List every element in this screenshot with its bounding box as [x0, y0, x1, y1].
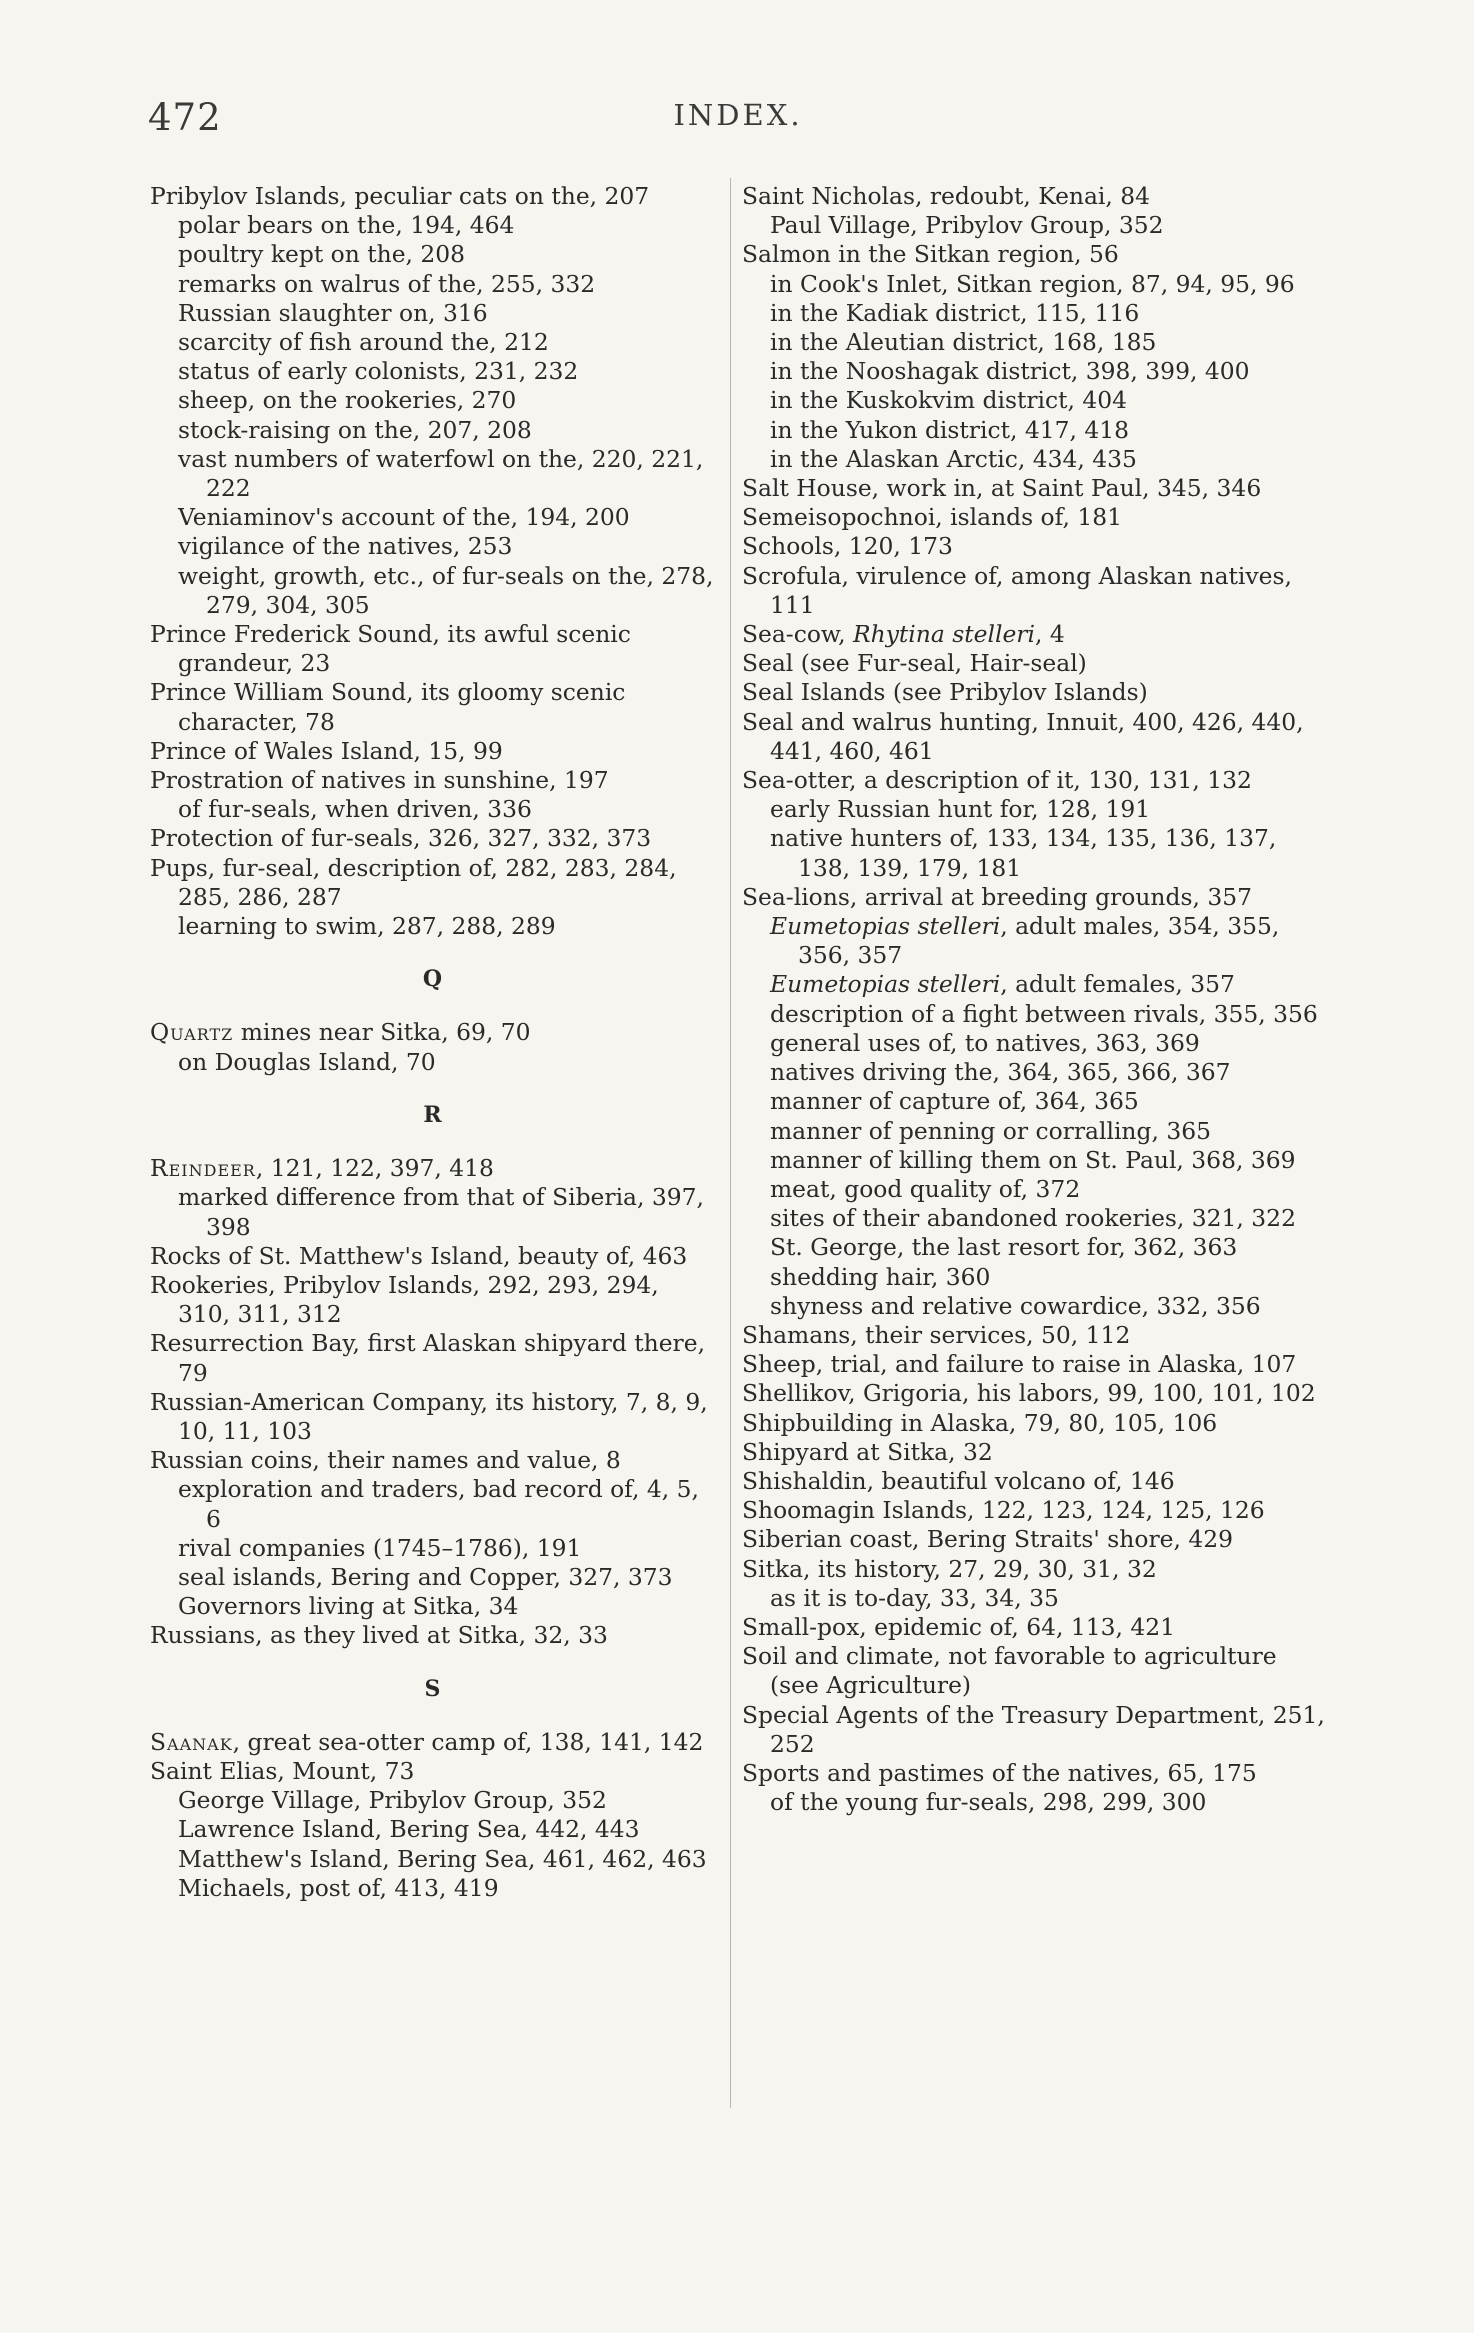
entry-text: scarcity of fish around the, 212	[178, 328, 549, 357]
section-letter: R	[423, 1101, 442, 1128]
page-header	[148, 96, 1328, 144]
index-entry	[150, 678, 715, 736]
index-entry	[742, 532, 1326, 561]
index-subentry	[150, 795, 715, 824]
entry-text: stock-raising on the, 207, 208	[178, 415, 532, 444]
entry-text: Veniaminov's account of the, 194, 200	[178, 503, 630, 532]
index-subentry	[150, 357, 715, 386]
index-entry	[742, 1701, 1326, 1759]
entry-text: Pups, fur-seal, description of, 282, 283, 284, 285, 286, 287	[150, 853, 677, 911]
entry-text: vast numbers of waterfowl on the, 220, 221, 222	[178, 444, 704, 503]
index-entry	[742, 562, 1326, 620]
index-subentry	[150, 532, 715, 561]
entry-text: Russian slaughter on, 316	[178, 298, 488, 327]
index-entry	[742, 1613, 1326, 1642]
index-subentry	[742, 1788, 1326, 1817]
entry-text: Scrofula, virulence of, among Alaskan natives, 111	[742, 561, 1292, 619]
index-entry	[742, 1438, 1326, 1467]
entry-headword: Reindeer	[150, 1154, 256, 1183]
index-entry	[150, 1154, 715, 1183]
index-entry	[742, 620, 1326, 649]
entry-text: early Russian hunt for, 128, 191	[770, 795, 1151, 824]
entry-text: in the Kuskokvim district, 404	[770, 386, 1128, 415]
index-entry	[742, 1496, 1326, 1525]
index-subentry	[150, 211, 715, 240]
index-entry	[742, 708, 1326, 766]
entry-text: Salmon in the Sitkan region, 56	[742, 240, 1119, 269]
entry-headword: Quartz	[150, 1018, 234, 1047]
entry-italic-term: Eumetopias stelleri	[770, 970, 1001, 999]
index-entry	[742, 1555, 1326, 1584]
entry-text: seal islands, Bering and Copper, 327, 373	[178, 1562, 673, 1591]
index-subentry	[150, 1592, 715, 1621]
index-subentry	[742, 1029, 1326, 1058]
entry-pages: , 4	[1034, 620, 1065, 649]
entry-text: Seal Islands (see Pribylov Islands)	[742, 678, 1148, 707]
entry-text: Russian-American Company, its history, 7, 8, 9, 10, 11, 103	[150, 1387, 708, 1445]
index-entry	[742, 1321, 1326, 1350]
index-subentry	[742, 1292, 1326, 1321]
index-entry	[150, 1446, 715, 1475]
entry-text: Prince Frederick Sound, its awful scenic grandeur, 23	[150, 620, 631, 678]
entry-text: manner of penning or corralling, 365	[770, 1116, 1211, 1145]
entry-text: Special Agents of the Treasury Department, 251, 252	[742, 1700, 1325, 1758]
entry-text: mines near Sitka, 69, 70	[233, 1018, 531, 1047]
index-subentry	[742, 386, 1326, 415]
index-subentry	[742, 1117, 1326, 1146]
index-entry	[150, 1242, 715, 1271]
index-entry	[742, 1409, 1326, 1438]
entry-text: Michaels, post of, 413, 419	[178, 1873, 499, 1902]
entry-text: Salt House, work in, at Saint Paul, 345, 346	[742, 474, 1262, 503]
index-entry	[150, 1757, 715, 1786]
entry-text: Soil and climate, not favorable to agriculture (see Agriculture)	[742, 1642, 1277, 1700]
entry-text: on Douglas Island, 70	[178, 1047, 436, 1076]
index-entry	[742, 1759, 1326, 1788]
index-entry	[150, 1388, 715, 1446]
index-entry	[150, 766, 715, 795]
entry-text: in the Nooshagak district, 398, 399, 400	[770, 357, 1250, 386]
entry-text: Sports and pastimes of the natives, 65, 175	[742, 1758, 1257, 1787]
index-subentry	[742, 328, 1326, 357]
entry-text: in Cook's Inlet, Sitkan region, 87, 94, 95, 96	[770, 269, 1295, 298]
index-subentry	[742, 299, 1326, 328]
entry-text: of fur-seals, when driven, 336	[178, 795, 532, 824]
index-subentry	[742, 445, 1326, 474]
index-column-left	[150, 182, 715, 1903]
entry-text: natives driving the, 364, 365, 366, 367	[770, 1058, 1231, 1087]
entry-text: Paul Village, Pribylov Group, 352	[770, 211, 1164, 240]
index-entry	[742, 503, 1326, 532]
entry-text: learning to swim, 287, 288, 289	[178, 912, 556, 941]
index-subentry	[742, 1000, 1326, 1029]
entry-text: polar bears on the, 194, 464	[178, 211, 515, 240]
index-subentry	[742, 1146, 1326, 1175]
index-subentry	[150, 270, 715, 299]
entry-text: , 121, 122, 397, 418	[255, 1154, 494, 1183]
entry-text: Prince of Wales Island, 15, 99	[150, 736, 503, 765]
index-subentry	[742, 1175, 1326, 1204]
entry-text: Sea-otter, a description of it, 130, 131, 132	[742, 766, 1252, 795]
entry-text: Matthew's Island, Bering Sea, 461, 462, 463	[178, 1844, 707, 1873]
index-subentry	[742, 1204, 1326, 1233]
entry-text: Russian coins, their names and value, 8	[150, 1446, 621, 1475]
entry-text: Shoomagin Islands, 122, 123, 124, 125, 126	[742, 1496, 1265, 1525]
index-subentry	[742, 416, 1326, 445]
index-entry	[150, 620, 715, 678]
entry-text: status of early colonists, 231, 232	[178, 357, 579, 386]
entry-text: in the Yukon district, 417, 418	[770, 415, 1130, 444]
index-subentry	[150, 416, 715, 445]
entry-text: sites of their abandoned rookeries, 321, 322	[770, 1204, 1296, 1233]
page-number: 472	[148, 96, 222, 139]
index-subentry	[742, 824, 1326, 882]
entry-text: Small-pox, epidemic of, 64, 113, 421	[742, 1612, 1176, 1641]
entry-text: Prostration of natives in sunshine, 197	[150, 766, 609, 795]
entry-text: St. George, the last resort for, 362, 363	[770, 1233, 1238, 1262]
index-entry	[150, 737, 715, 766]
index-subentry	[742, 1087, 1326, 1116]
running-head: INDEX.	[673, 98, 803, 132]
index-entry	[150, 1728, 715, 1757]
index-entry	[150, 1329, 715, 1387]
entry-text: Sea-cow,	[742, 620, 854, 649]
index-subentry	[742, 270, 1326, 299]
index-column-right	[742, 182, 1326, 1817]
entry-text: Sitka, its history, 27, 29, 30, 31, 32	[742, 1554, 1157, 1583]
entry-italic-term: Rhytina stelleri	[853, 620, 1035, 649]
entry-text: Shipyard at Sitka, 32	[742, 1437, 993, 1466]
index-entry	[742, 883, 1326, 912]
index-subentry	[742, 357, 1326, 386]
entry-text: Seal (see Fur-seal, Hair-seal)	[742, 649, 1087, 678]
entry-text: Rocks of St. Matthew's Island, beauty of, 463	[150, 1241, 688, 1270]
entry-text: shyness and relative cowardice, 332, 356	[770, 1291, 1261, 1320]
index-subentry	[742, 795, 1326, 824]
entry-text: Shishaldin, beautiful volcano of, 146	[742, 1466, 1175, 1495]
index-subentry	[150, 1563, 715, 1592]
entry-text: Pribylov Islands, peculiar cats on the, 207	[150, 182, 650, 210]
index-subentry	[742, 211, 1326, 240]
entry-text: Rookeries, Pribylov Islands, 292, 293, 294, 310, 311, 312	[150, 1270, 659, 1329]
index-entry	[150, 182, 715, 211]
entry-text: sheep, on the rookeries, 270	[178, 386, 517, 415]
index-entry	[150, 1018, 715, 1047]
entry-text: vigilance of the natives, 253	[178, 532, 513, 561]
index-subentry	[742, 912, 1326, 970]
entry-pages: , adult males, 354, 355, 356, 357	[798, 912, 1280, 970]
index-subentry	[150, 386, 715, 415]
index-subentry	[742, 1058, 1326, 1087]
index-subentry	[150, 1183, 715, 1241]
index-entry	[742, 678, 1326, 707]
index-entry	[150, 1621, 715, 1650]
section-letter: S	[424, 1675, 441, 1702]
index-subentry	[150, 562, 715, 620]
entry-text: manner of killing them on St. Paul, 368, 369	[770, 1145, 1296, 1174]
entry-text: Shellikov, Grigoria, his labors, 99, 100, 101, 102	[742, 1379, 1316, 1408]
index-entry	[742, 240, 1326, 269]
entry-text: Shipbuilding in Alaska, 79, 80, 105, 106	[742, 1408, 1218, 1437]
entry-pages: , adult females, 357	[1000, 970, 1235, 999]
index-entry	[150, 854, 715, 912]
entry-text: shedding hair, 360	[770, 1262, 991, 1291]
index-entry	[742, 182, 1326, 211]
entry-text: Sheep, trial, and failure to raise in Alaska, 107	[742, 1350, 1297, 1379]
entry-text: description of a fight between rivals, 355, 356	[770, 999, 1318, 1028]
entry-text: general uses of, to natives, 363, 369	[770, 1028, 1200, 1057]
index-entry	[742, 649, 1326, 678]
entry-text: weight, growth, etc., of fur-seals on the, 278, 279, 304, 305	[178, 561, 714, 619]
index-subentry	[150, 299, 715, 328]
entry-text: Sea-lions, arrival at breeding grounds, 357	[742, 882, 1252, 911]
index-subentry	[150, 1815, 715, 1844]
entry-text: Schools, 120, 173	[742, 532, 953, 561]
entry-text: Shamans, their services, 50, 112	[742, 1320, 1131, 1349]
index-subentry	[150, 1048, 715, 1077]
index-entry	[150, 1271, 715, 1329]
index-subentry	[150, 1534, 715, 1563]
index-subentry	[150, 240, 715, 269]
entry-text: remarks on walrus of the, 255, 332	[178, 269, 596, 298]
entry-text: Governors living at Sitka, 34	[178, 1592, 519, 1621]
index-subentry	[150, 1845, 715, 1874]
index-entry	[150, 824, 715, 853]
entry-text: Saint Elias, Mount, 73	[150, 1756, 415, 1785]
index-subentry	[150, 1475, 715, 1533]
index-entry	[742, 766, 1326, 795]
entry-text: in the Aleutian district, 168, 185	[770, 328, 1157, 357]
entry-text: in the Kadiak district, 115, 116	[770, 298, 1140, 327]
entry-text: Resurrection Bay, first Alaskan shipyard there, 79	[150, 1329, 706, 1387]
index-entry	[742, 1467, 1326, 1496]
index-subentry	[150, 912, 715, 941]
index-subentry	[150, 328, 715, 357]
entry-text: of the young fur-seals, 298, 299, 300	[770, 1788, 1207, 1817]
entry-text: exploration and traders, bad record of, 4, 5, 6	[178, 1475, 699, 1533]
entry-text: Seal and walrus hunting, Innuit, 400, 426, 440, 441, 460, 461	[742, 707, 1304, 765]
entry-text: native hunters of, 133, 134, 135, 136, 137, 138, 139, 179, 181	[770, 824, 1277, 882]
entry-text: George Village, Pribylov Group, 352	[178, 1786, 607, 1815]
index-subentry	[742, 1584, 1326, 1613]
entry-text: marked difference from that of Siberia, 397, 398	[178, 1183, 704, 1241]
entry-text: Russians, as they lived at Sitka, 32, 33	[150, 1621, 608, 1650]
index-subentry	[150, 1786, 715, 1815]
entry-text: Siberian coast, Bering Straits' shore, 429	[742, 1525, 1233, 1554]
entry-text: manner of capture of, 364, 365	[770, 1087, 1139, 1116]
entry-text: Saint Nicholas, redoubt, Kenai, 84	[742, 182, 1151, 210]
index-subentry	[742, 1233, 1326, 1262]
index-entry	[742, 1379, 1326, 1408]
entry-italic-term: Eumetopias stelleri	[770, 912, 1001, 941]
entry-headword: Saanak	[150, 1727, 233, 1756]
entry-text: in the Alaskan Arctic, 434, 435	[770, 444, 1137, 473]
index-subentry	[150, 445, 715, 503]
index-subentry	[742, 1263, 1326, 1292]
entry-text: meat, good quality of, 372	[770, 1174, 1081, 1203]
entry-text: , great sea-otter camp of, 138, 141, 142	[232, 1727, 704, 1756]
index-entry	[742, 1642, 1326, 1700]
index-entry	[742, 1525, 1326, 1554]
index-subentry	[150, 1874, 715, 1903]
index-entry	[742, 474, 1326, 503]
entry-text: Protection of fur-seals, 326, 327, 332, 373	[150, 824, 652, 853]
section-letter: Q	[422, 966, 443, 993]
column-divider	[730, 178, 731, 2108]
index-subentry	[742, 970, 1326, 999]
index-entry	[742, 1350, 1326, 1379]
entry-text: Semeisopochnoi, islands of, 181	[742, 503, 1122, 532]
index-subentry	[150, 503, 715, 532]
entry-text: Prince William Sound, its gloomy scenic character, 78	[150, 678, 626, 736]
entry-text: poultry kept on the, 208	[178, 240, 466, 269]
entry-text: Lawrence Island, Bering Sea, 442, 443	[178, 1815, 640, 1844]
entry-text: as it is to-day, 33, 34, 35	[770, 1583, 1059, 1612]
entry-text: rival companies (1745–1786), 191	[178, 1533, 582, 1562]
